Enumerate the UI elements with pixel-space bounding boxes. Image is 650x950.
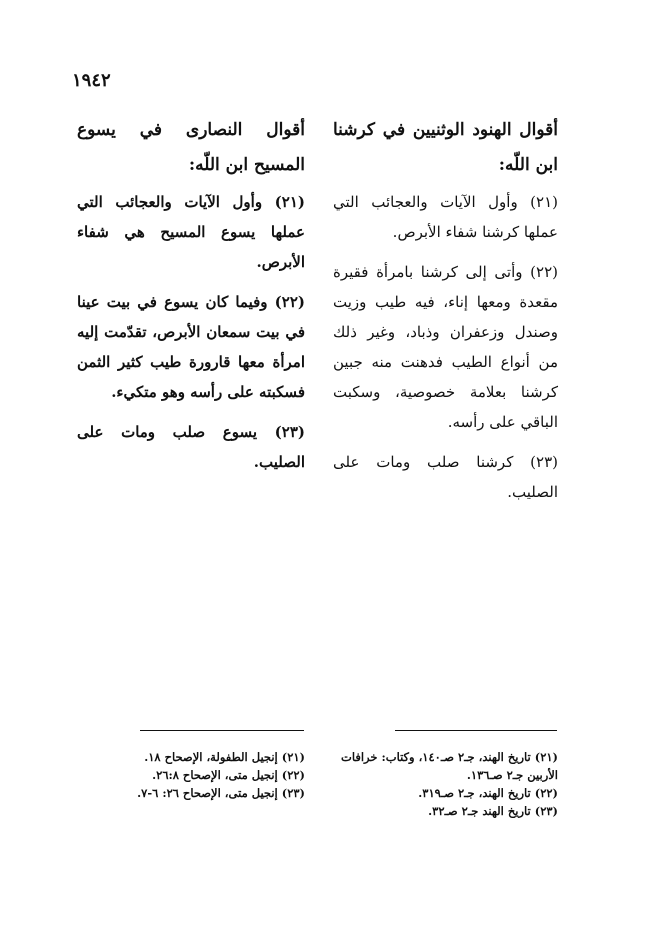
page-number: ١٩٤٢ <box>72 70 111 91</box>
left-paragraph-23: (٢٣) يسوع صلب ومات على الصليب. <box>77 423 305 471</box>
right-paragraph-23: (٢٣) كرشنا صلب ومات على الصليب. <box>333 453 558 501</box>
left-footnote-21: (٢١) إنجيل الطفولة، الإصحاح ١٨. <box>144 750 305 764</box>
left-paragraph-21: (٢١) وأول الآيات والعجائب التي عملها يسوع المسيح هي شفاء الأبرص. <box>77 193 305 271</box>
right-footnote-22: (٢٢) تاريخ الهند، جـ٢ صـ٣١٩. <box>418 786 558 800</box>
right-column-heading: أقوال الهنود الوثنيين في كرشنا ابن اللّه: <box>333 120 558 175</box>
left-column-heading: أقوال النصارى في يسوع المسيح ابن اللّه: <box>77 120 305 175</box>
right-footnotes <box>333 748 558 820</box>
left-footnote-divider <box>140 730 304 731</box>
right-footnote-21: (٢١) تاريخ الهند، جـ٢ صـ١٤٠، وكتاب: خرافات الأربين جـ٢ صـ١٣٦. <box>341 750 558 782</box>
left-footnote-23: (٢٣) إنجيل متى، الإصحاح ٢٦: ٦-٧. <box>137 786 305 800</box>
left-paragraph-22: (٢٢) وفيما كان يسوع في بيت عينا في بيت سمعان الأبرص، تقدّمت إليه امرأة معها قارورة طيب كثير الثمن فسكبته على رأسه وهو متكيء. <box>77 293 305 401</box>
right-footnote-23: (٢٣) تاريخ الهند جـ٢ صـ٣٢. <box>428 804 558 818</box>
left-footnote-22: (٢٢) إنجيل متى، الإصحاح ٢٦:٨. <box>152 768 305 782</box>
left-footnotes <box>77 748 305 802</box>
right-paragraph-21: (٢١) وأول الآيات والعجائب التي عملها كرشنا شفاء الأبرص. <box>333 193 558 241</box>
left-column-christian-sayings <box>77 113 305 487</box>
right-footnote-divider <box>395 730 557 731</box>
right-column-hindu-sayings <box>333 113 558 517</box>
right-paragraph-22: (٢٢) وأتى إلى كرشنا بامرأة فقيرة مقعدة ومعها إناء، فيه طيب وزيت وصندل وزعفران وذباد، وغير ذلك من أنواع الطيب فدهنت منه جبين كرشنا بعلامة خصوصية، وسكبت الباقي على رأسه. <box>333 263 558 431</box>
